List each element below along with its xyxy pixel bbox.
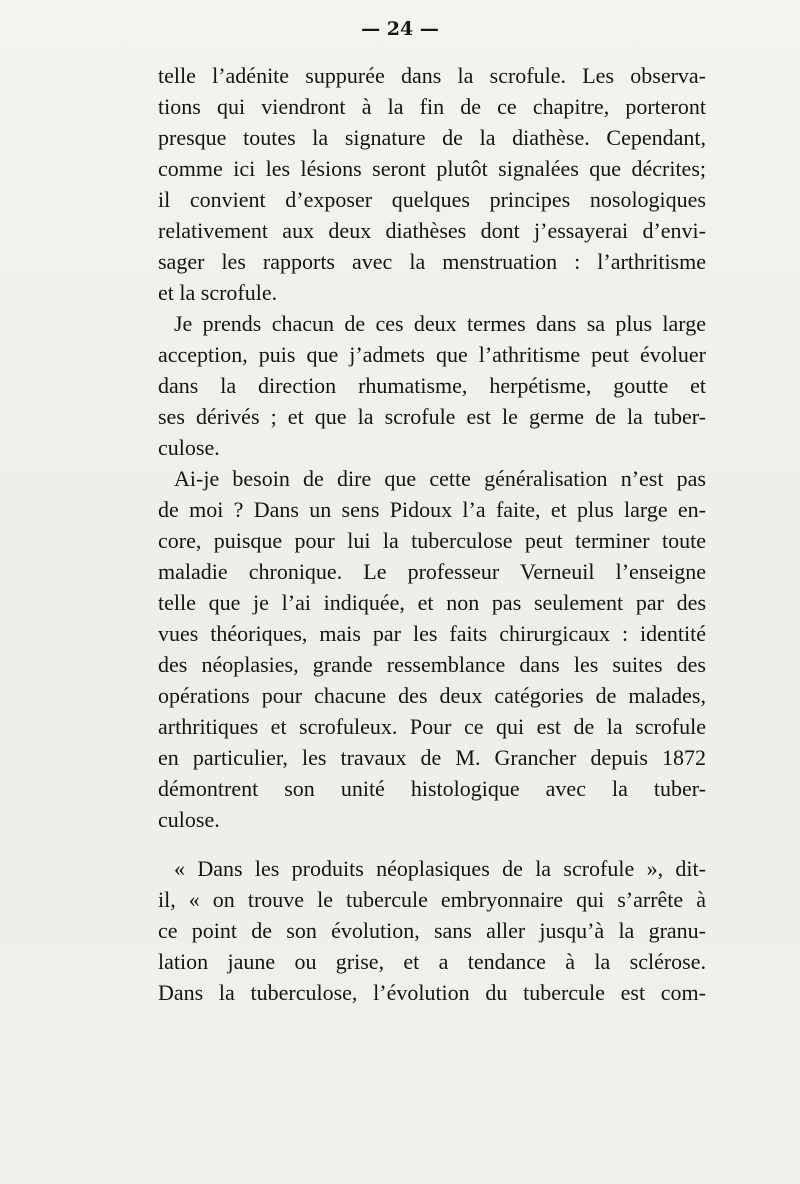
text-line: et la scrofule.: [158, 280, 278, 305]
text-line: dans la direction rhumatisme, herpétisme, goutte et: [158, 373, 706, 398]
text-line: arthritiques et scrofuleux. Pour ce qui est de la scrofule: [158, 714, 706, 739]
text-line: acception, puis que j’admets que l’athritisme peut évoluer: [158, 342, 706, 367]
paragraph-gap: [158, 835, 706, 853]
text-line: sager les rapports avec la menstruation : l’arthritisme: [158, 249, 706, 274]
text-line: core, puisque pour lui la tuberculose peut terminer toute: [158, 528, 706, 553]
body-text: [158, 60, 706, 1008]
text-line: ce point de son évolution, sans aller jusqu’à la granu-: [158, 918, 706, 943]
text-line: culose.: [158, 435, 220, 460]
text-line: relativement aux deux diathèses dont j’essayerai d’envi-: [158, 218, 706, 243]
text-line: en particulier, les travaux de M. Grancher depuis 1872: [158, 745, 706, 770]
text-line: tions qui viendront à la fin de ce chapitre, porteront: [158, 94, 706, 119]
text-line: presque toutes la signature de la diathèse. Cependant,: [158, 125, 706, 150]
paragraph-start-line: Je prends chacun de ces deux termes dans sa plus large: [174, 311, 706, 336]
text-line: il convient d’exposer quelques principes nosologiques: [158, 187, 706, 212]
text-line: comme ici les lésions seront plutôt signalées que décrites;: [158, 156, 706, 181]
text-line: des néoplasies, grande ressemblance dans les suites des: [158, 652, 706, 677]
text-line: Dans la tuberculose, l’évolution du tubercule est com-: [158, 980, 706, 1005]
text-line: telle que je l’ai indiquée, et non pas seulement par des: [158, 590, 706, 615]
text-line: culose.: [158, 807, 220, 832]
text-line: telle l’adénite suppurée dans la scrofule. Les observa-: [158, 63, 706, 88]
paragraph-start-line: « Dans les produits néoplasiques de la scrofule », dit-: [174, 856, 706, 881]
text-line: il, « on trouve le tubercule embryonnaire qui s’arrête à: [158, 887, 706, 912]
text-line: de moi ? Dans un sens Pidoux l’a faite, et plus large en-: [158, 497, 706, 522]
paragraph-start-line: Ai-je besoin de dire que cette généralisation n’est pas: [174, 466, 706, 491]
page-number: — 24 —: [361, 18, 439, 40]
text-line: maladie chronique. Le professeur Verneuil l’enseigne: [158, 559, 706, 584]
text-line: vues théoriques, mais par les faits chirurgicaux : identité: [158, 621, 706, 646]
text-line: démontrent son unité histologique avec la tuber-: [158, 776, 706, 801]
text-line: ses dérivés ; et que la scrofule est le germe de la tuber-: [158, 404, 706, 429]
text-line: opérations pour chacune des deux catégories de malades,: [158, 683, 706, 708]
text-line: lation jaune ou grise, et a tendance à la sclérose.: [158, 949, 706, 974]
